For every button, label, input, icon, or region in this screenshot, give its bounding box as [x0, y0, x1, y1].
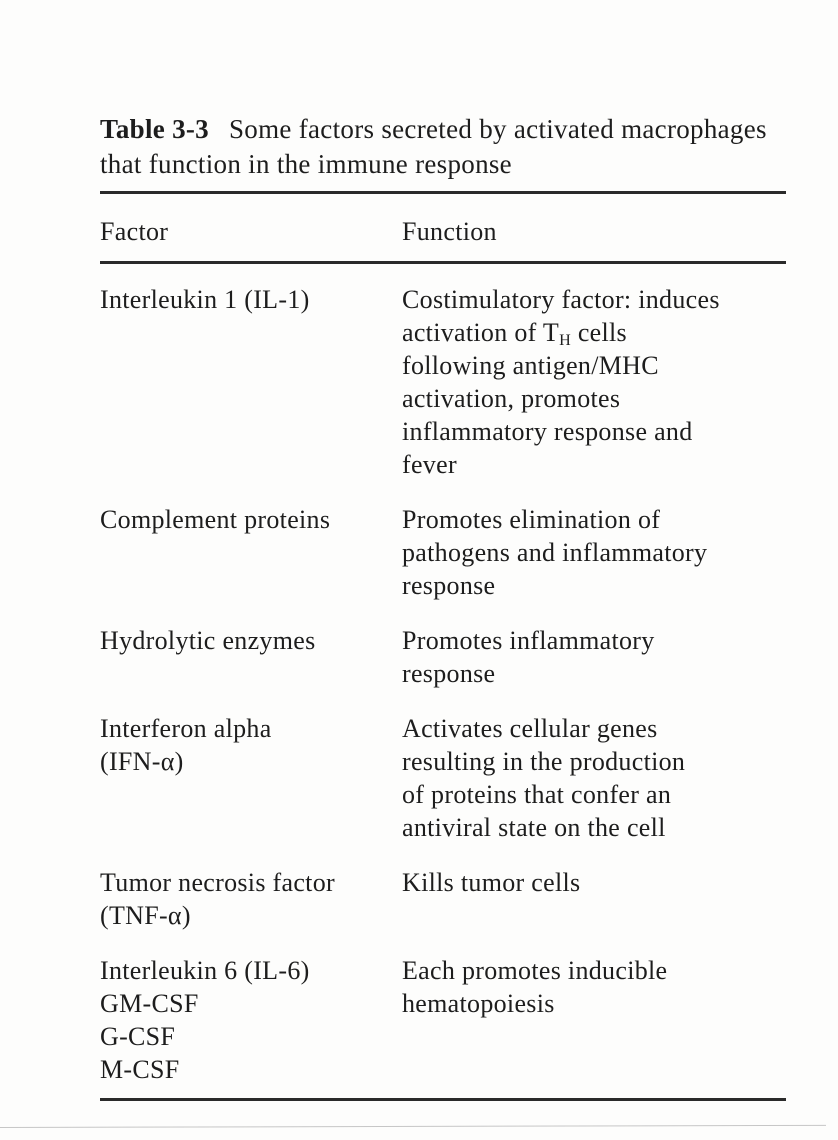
table-3-3 [100, 112, 786, 1101]
function-line: hematopoiesis [402, 989, 555, 1018]
function-line: following antigen/MHC [402, 351, 659, 380]
page-edge-line [0, 1125, 826, 1128]
factor-line: Tumor necrosis factor [100, 868, 335, 897]
factor-line: (TNF-α) [100, 901, 191, 930]
function-cell [402, 624, 786, 690]
table-row [100, 954, 786, 1086]
function-line: Costimulatory factor: induces [402, 285, 720, 314]
factor-line: Interleukin 1 (IL-1) [100, 285, 310, 314]
factor-cell [100, 283, 402, 481]
function-line: inflammatory response and [402, 417, 693, 446]
table-header-row [100, 194, 786, 248]
function-cell [402, 503, 786, 602]
factor-cell [100, 866, 402, 932]
function-line: fever [402, 450, 457, 479]
factor-cell [100, 503, 402, 602]
table-row [100, 503, 786, 602]
table-row [100, 712, 786, 844]
function-cell [402, 866, 786, 932]
factor-line: Interleukin 6 (IL-6) [100, 956, 310, 985]
factor-cell [100, 954, 402, 1086]
table-caption: Some factors secreted by activated macrophages that function in the immune response [100, 114, 767, 179]
table-body [100, 264, 786, 1086]
function-line: activation, promotes [402, 384, 621, 413]
factor-cell [100, 712, 402, 844]
function-line: of proteins that confer an [402, 780, 672, 809]
table-row [100, 283, 786, 481]
factor-line: G-CSF [100, 1022, 176, 1051]
factor-line: Hydrolytic enzymes [100, 626, 316, 655]
function-cell [402, 283, 786, 481]
column-header-function: Function [402, 217, 497, 246]
function-line: Kills tumor cells [402, 868, 581, 897]
function-line: activation of $T_H$ cells [402, 318, 627, 350]
table-row [100, 866, 786, 932]
factor-line: (IFN-α) [100, 747, 184, 776]
table-title [100, 112, 786, 182]
bottom-rule [100, 1098, 786, 1101]
function-line: Promotes inflammatory [402, 626, 655, 655]
factor-cell [100, 624, 402, 690]
function-line: Each promotes inducible [402, 956, 668, 985]
function-cell [402, 954, 786, 1086]
function-line: response [402, 571, 496, 600]
function-line: antiviral state on the cell [402, 813, 666, 842]
function-line: response [402, 659, 496, 688]
factor-line: GM-CSF [100, 989, 199, 1018]
table-row [100, 624, 786, 690]
column-header-factor: Factor [100, 217, 169, 246]
function-cell [402, 712, 786, 844]
factor-line: M-CSF [100, 1055, 180, 1084]
function-line: Promotes elimination of [402, 505, 661, 534]
factor-line: Complement proteins [100, 505, 331, 534]
function-line: resulting in the production [402, 747, 686, 776]
factor-line: Interferon alpha [100, 714, 272, 743]
table-label: Table 3-3 [100, 114, 209, 144]
function-line: pathogens and inflammatory [402, 538, 708, 567]
function-line: Activates cellular genes [402, 714, 658, 743]
